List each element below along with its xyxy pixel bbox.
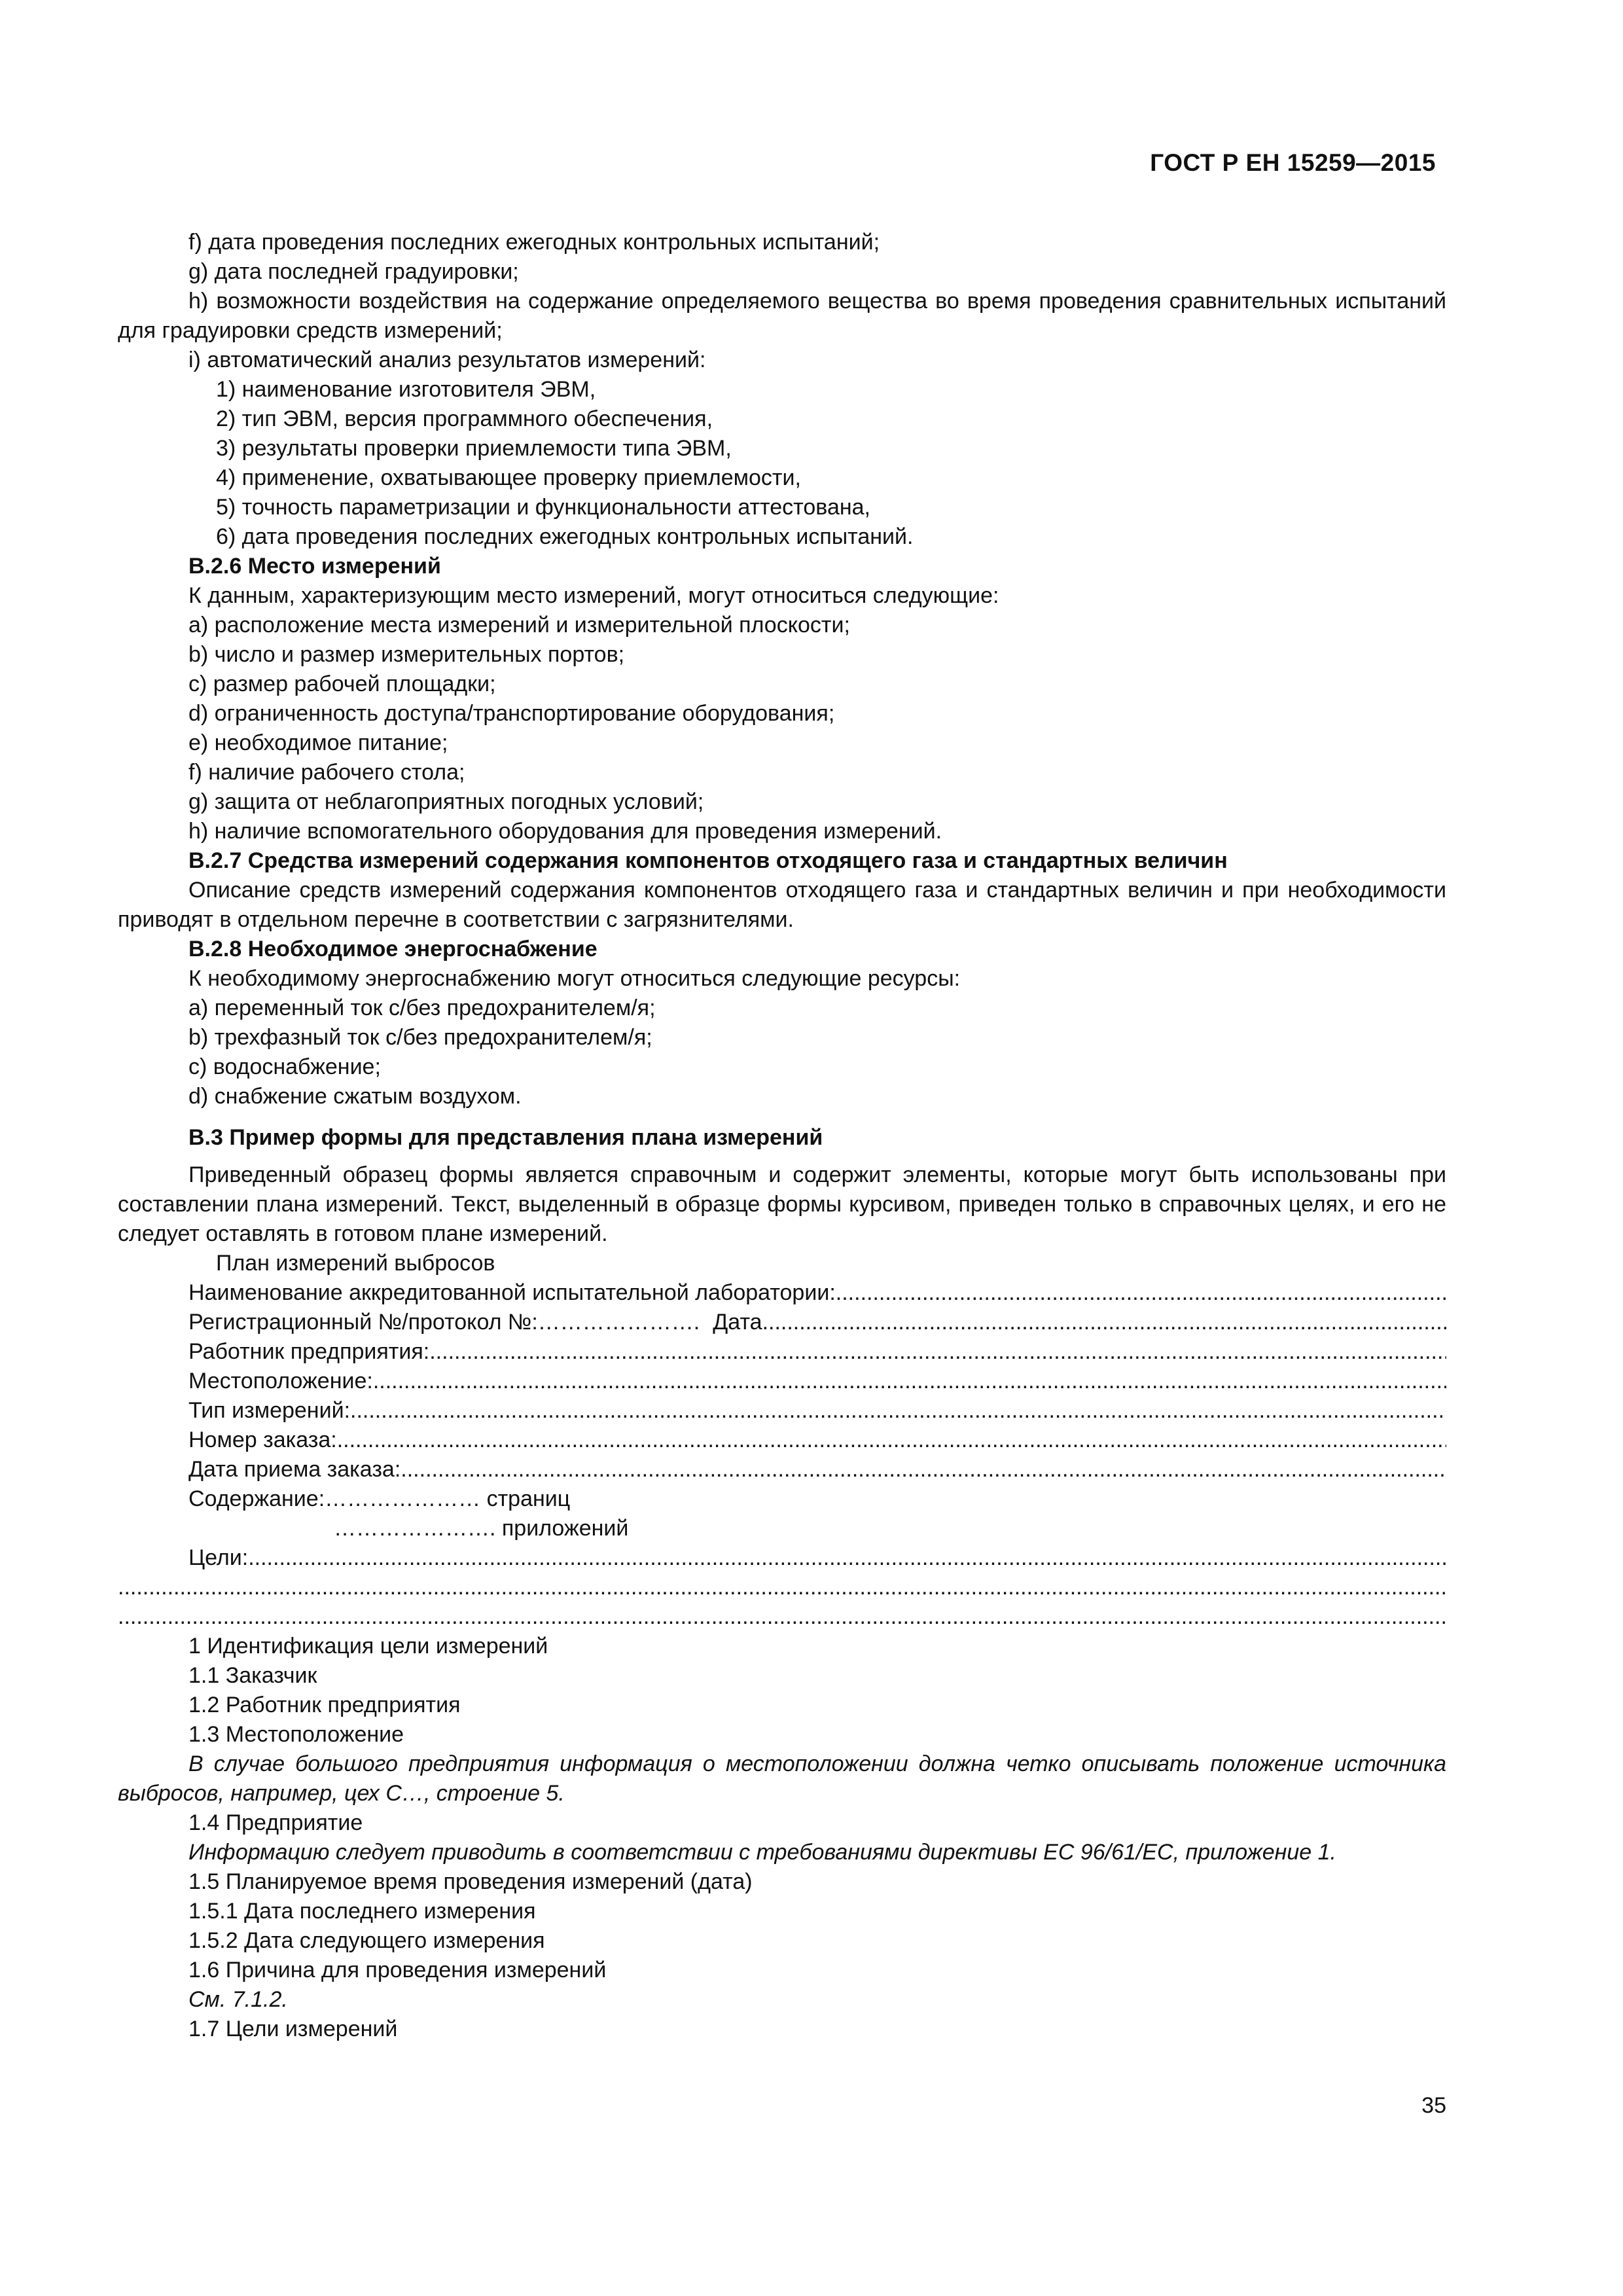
section-item: 1.3 Местоположение [188, 1722, 404, 1747]
page-number: 35 [1421, 2093, 1446, 2118]
list-item: f) наличие рабочего стола; [188, 760, 465, 785]
form-label: Регистрационный №/протокол №:…………………. [188, 1310, 700, 1335]
list-item: c) водоснабжение; [188, 1054, 381, 1079]
section-item: 1.5.2 Дата следующего измерения [188, 1928, 545, 1953]
list-item: e) необходимое питание; [188, 730, 448, 755]
section-item: 1.7 Цели измерений [188, 2017, 398, 2041]
form-row-reg [118, 1308, 1446, 1337]
form-label: Дата приема заказа: [188, 1457, 401, 1482]
list-item: d) снабжение сжатым воздухом. [188, 1084, 522, 1109]
form-label: Номер заказа: [188, 1427, 337, 1452]
form-row-type [118, 1396, 1446, 1426]
sub-list-item: 4) применение, охватывающее проверку приемлемости, [216, 465, 801, 490]
italic-note: См. 7.1.2. [188, 1987, 288, 2012]
sub-list-item: 1) наименование изготовителя ЭВМ, [216, 377, 596, 402]
section-item: 1.5 Планируемое время проведения измерений (дата) [188, 1869, 753, 1894]
list-item: b) трехфазный ток с/без предохранителем/я; [188, 1025, 652, 1050]
form-row-employee [118, 1337, 1446, 1367]
page-content [118, 228, 1446, 2044]
section-item: 1.6 Причина для проведения измерений [188, 1958, 607, 1982]
list-item: c) размер рабочей площадки; [188, 672, 496, 696]
form-fill-line [350, 1396, 1446, 1426]
list-item: f) дата проведения последних ежегодных контрольных испытаний; [188, 230, 880, 255]
section-item: 1 Идентификация цели измерений [188, 1634, 548, 1659]
form-fill-line [373, 1367, 1446, 1396]
section-item: 1.2 Работник предприятия [188, 1693, 461, 1717]
italic-note: В случае большого предприятия информация о местоположении должна четко описывать положение источника выбросов, например, цех С…, строение 5. [118, 1751, 1446, 1806]
form-fill-row [118, 1573, 1446, 1602]
list-item: h) наличие вспомогательного оборудования для проведения измерений. [188, 819, 942, 844]
list-item: a) переменный ток с/без предохранителем/я; [188, 996, 656, 1020]
form-title: План измерений выбросов [216, 1251, 495, 1276]
sub-list-item: 3) результаты проверки приемлемости типа ЭВМ, [216, 436, 732, 461]
form-row-contents: Содержание:………………… страниц [188, 1486, 571, 1511]
list-item-h: h) возможности воздействия на содержание определяемого вещества во время проведения сравнительных испытаний для градуировки средств измерений; [118, 289, 1446, 343]
list-item: g) защита от неблагоприятных погодных условий; [188, 789, 704, 814]
section-text: Приведенный образец формы является справочным и содержит элементы, которые могут быть использованы при составлении плана измерений. Текст, выделенный в образце формы курсивом, приведен только в справочных целях, и его не следует оставлять в готовом плане измерений. [118, 1162, 1446, 1246]
section-heading-b28: В.2.8 Необходимое энергоснабжение [188, 937, 597, 961]
section-item: 1.1 Заказчик [188, 1663, 317, 1688]
section-heading-b27: В.2.7 Средства измерений содержания компонентов отходящего газа и стандартных величин [188, 848, 1228, 873]
form-label: Местоположение: [188, 1369, 373, 1393]
form-label: Цели: [188, 1545, 249, 1570]
list-item: g) дата последней градуировки; [188, 259, 519, 284]
form-fill-line [836, 1278, 1446, 1308]
section-item: 1.5.1 Дата последнего измерения [188, 1899, 536, 1924]
section-heading-b3: В.3 Пример формы для представления плана измерений [188, 1125, 823, 1150]
form-fill-line [429, 1337, 1446, 1367]
form-row-order-no [118, 1426, 1446, 1455]
document-header: ГОСТ Р ЕН 15259—2015 [1150, 149, 1436, 176]
italic-note: Информацию следует приводить в соответствии с требованиями директивы ЕС 96/61/ЕС, приложение 1. [188, 1840, 1336, 1865]
list-item: b) число и размер измерительных портов; [188, 642, 625, 667]
form-row-appendices: …………………. приложений [334, 1516, 629, 1541]
sub-list-item: 5) точность параметризации и функциональности аттестована, [216, 495, 870, 520]
form-fill-line [337, 1426, 1446, 1455]
list-item-i: i) автоматический анализ результатов измерений: [188, 348, 706, 372]
form-fill-line [118, 1602, 1446, 1632]
list-item: d) ограниченность доступа/транспортирование оборудования; [188, 701, 835, 726]
section-heading-b26: В.2.6 Место измерений [188, 554, 441, 579]
form-row-order-date [118, 1455, 1446, 1484]
sub-list-item: 6) дата проведения последних ежегодных контрольных испытаний. [216, 524, 914, 549]
form-fill-line [401, 1455, 1446, 1484]
section-item: 1.4 Предприятие [188, 1810, 363, 1835]
list-item: а) расположение места измерений и измерительной плоскости; [188, 613, 850, 637]
form-fill-line [762, 1308, 1446, 1337]
section-text: Описание средств измерений содержания компонентов отходящего газа и стандартных величин и при необходимости приводят в отдельном перечне в соответствии с загрязнителями. [118, 878, 1446, 932]
form-fill-line [248, 1543, 1446, 1573]
form-label: Тип измерений: [188, 1398, 351, 1423]
form-row-lab [118, 1278, 1446, 1308]
sub-list-item: 2) тип ЭВМ, версия программного обеспечения, [216, 406, 713, 431]
form-fill-row [118, 1602, 1446, 1632]
form-label: Наименование аккредитованной испытательной лаборатории: [188, 1280, 836, 1305]
form-label-date: Дата [713, 1310, 762, 1335]
form-row-goals [118, 1543, 1446, 1573]
form-row-location [118, 1367, 1446, 1396]
form-fill-line [118, 1573, 1446, 1602]
form-label: Работник предприятия: [188, 1339, 430, 1364]
section-intro: К необходимому энергоснабжению могут относиться следующие ресурсы: [188, 966, 961, 991]
section-intro: К данным, характеризующим место измерений, могут относиться следующие: [188, 583, 999, 608]
